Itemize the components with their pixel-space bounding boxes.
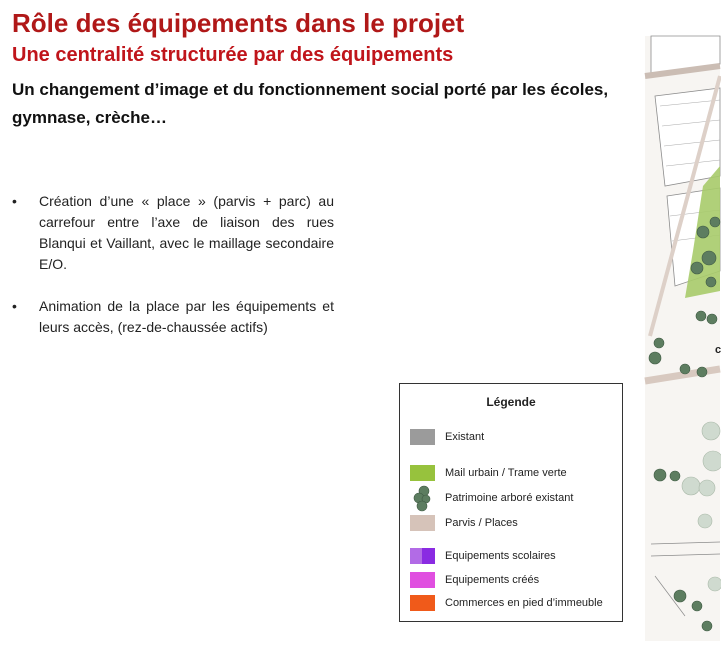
- bullet-list: [12, 191, 334, 359]
- tree-icon: [410, 484, 435, 512]
- map-legend: [399, 383, 623, 622]
- bullet-marker: •: [12, 298, 17, 314]
- map-label: c: [715, 344, 721, 356]
- legend-item-existant: [410, 429, 484, 445]
- legend-label: Parvis / Places: [445, 517, 518, 529]
- legend-title: Légende: [486, 395, 536, 409]
- site-plan-map: [645, 36, 720, 641]
- legend-item-commerces: [410, 595, 603, 611]
- bullet-text: Création d’une « place » (parvis + parc) au carrefour entre l’axe de liaison des rues Blanqui et Vaillant, avec le maillage secondaire E/O.: [39, 193, 334, 272]
- legend-item-patrimoine-arbore: [410, 484, 573, 512]
- legend-item-equipements-scolaires: [410, 548, 556, 564]
- legend-label: Mail urbain / Trame verte: [445, 467, 567, 479]
- legend-swatch: [410, 595, 435, 611]
- legend-item-parvis: [410, 515, 518, 531]
- legend-label: Equipements scolaires: [445, 550, 556, 562]
- lead-text: Un changement d’image et du fonctionnement social porté par les écoles, gymnase, crèche…: [12, 80, 609, 127]
- site-plan-drawing: [645, 36, 720, 641]
- page-subtitle: Une centralité structurée par des équipements: [12, 44, 454, 66]
- legend-label: Existant: [445, 431, 485, 443]
- bullet-marker: •: [12, 193, 17, 209]
- legend-swatch: [410, 572, 435, 588]
- legend-swatch: [410, 548, 435, 564]
- swatch-part-b: [422, 548, 435, 564]
- bullet-item: [12, 191, 334, 275]
- legend-label: Patrimoine arboré existant: [445, 492, 574, 504]
- legend-swatch: [410, 429, 435, 445]
- legend-label: Equipements créés: [445, 574, 540, 586]
- bullet-item: [12, 296, 334, 338]
- swatch-part-a: [410, 548, 422, 564]
- page-title: Rôle des équipements dans le projet: [12, 8, 465, 38]
- bullet-text: Animation de la place par les équipements et leurs accès, (rez-de-chaussée actifs): [39, 298, 334, 335]
- legend-swatch: [410, 515, 435, 531]
- legend-item-equipements-crees: [410, 572, 539, 588]
- legend-label: Commerces en pied d’immeuble: [445, 597, 603, 609]
- legend-swatch: [410, 465, 435, 481]
- legend-item-mail-urbain: [410, 465, 567, 481]
